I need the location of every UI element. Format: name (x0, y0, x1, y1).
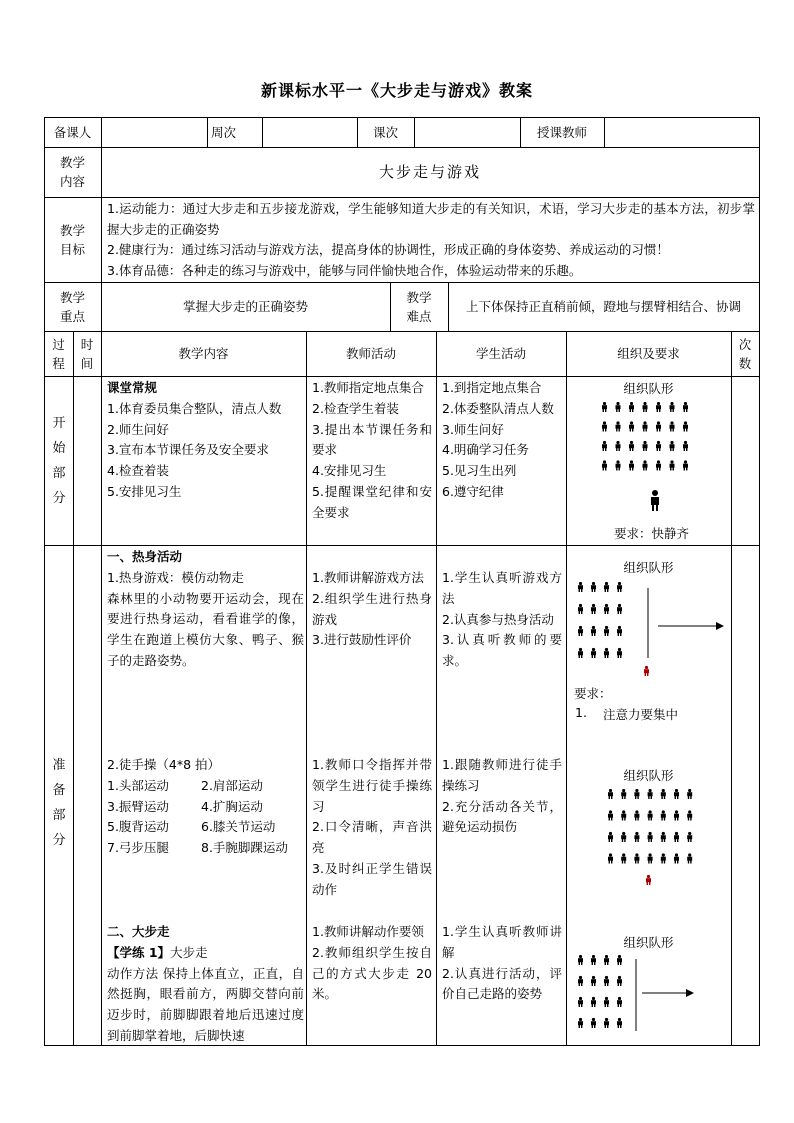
student-figure-icon (670, 441, 675, 451)
gymnastics-heading: 2.徒手操（4*8 拍） (107, 757, 221, 772)
warmup-formation (576, 582, 726, 685)
start-student-item: 1.到指定地点集合 (442, 380, 542, 395)
gymnastics-teacher-item: 1.教师口令指挥并带领学生进行徒手操练习 (312, 757, 432, 814)
student-figure-icon (656, 421, 661, 431)
gymnastics-teacher-item: 3.及时纠正学生错误动作 (312, 860, 432, 897)
student-figure-icon (602, 402, 607, 412)
student-figure-icon (634, 832, 639, 842)
student-figure-icon (591, 648, 596, 658)
student-figure-icon (578, 582, 583, 592)
student-figure-icon (608, 832, 613, 842)
start-content-item: 2.师生问好 (107, 421, 169, 437)
student-figure-icon (674, 832, 679, 842)
student-figure-icon (591, 955, 596, 965)
warmup-item: 1.热身游戏：模仿动物走 (107, 569, 244, 585)
col-teacher: 教师活动 (345, 346, 396, 361)
student-figure-icon (661, 832, 666, 842)
student-figure-icon (604, 976, 609, 986)
start-teacher-item: 3.提出本节课任务和要求 (312, 421, 432, 458)
warmup-teacher-item: 1.教师讲解游戏方法 (312, 570, 424, 585)
student-figure-icon (616, 402, 621, 412)
student-figure-icon (674, 810, 679, 820)
student-figure-icon (602, 460, 607, 470)
col-organization: 组织及要求 (617, 346, 680, 361)
student-figure-icon (687, 832, 692, 842)
start-teacher (312, 378, 432, 524)
formation-diagram (600, 402, 700, 476)
warmup-desc: 森林里的小动物要开运动会，现在要进行热身运动，看看谁学的像，学生在跑道上模仿大象、鸭子、猴子的走路姿势。 (107, 590, 304, 668)
student-figure-icon (648, 832, 653, 842)
prep-section-label: 准备部分 (52, 758, 66, 848)
student-figure-icon (616, 460, 621, 470)
gymnastics-row: 3.振臂运动 4.扩胸运动 (107, 798, 263, 814)
objective-item: 1.运动能力：通过大步走和五步接龙游戏，学生能够知道大步走的有关知识，术语，学习大步走的基本方法，初步掌握大步走的正确姿势 (107, 201, 755, 237)
student-figure-icon (578, 955, 583, 965)
student-figure-icon (661, 853, 666, 863)
gymnastics-formation (606, 789, 696, 892)
student-figure-icon (648, 853, 653, 863)
student-figure-icon (578, 626, 583, 636)
student-figure-icon (621, 810, 626, 820)
student-figure-icon (683, 441, 688, 451)
start-student (442, 378, 562, 503)
student-figure-icon (629, 421, 634, 431)
objectives-list (107, 199, 755, 281)
start-section-label: 开始部分 (52, 416, 66, 506)
student-figure-icon (604, 997, 609, 1007)
student-figure-icon (617, 1018, 622, 1028)
objectives-label: 教学目标 (59, 222, 85, 257)
content-value: 大步走与游戏 (378, 162, 481, 181)
student-figure-icon (634, 853, 639, 863)
student-figure-icon (670, 460, 675, 470)
gymnastics-student-item: 2.充分活动各关节，避免运动损伤 (442, 798, 562, 835)
gymnastics-teacher (312, 755, 432, 901)
student-figure-icon (608, 853, 613, 863)
student-figure-icon (617, 997, 622, 1007)
student-figure-icon (648, 789, 653, 799)
col-time: 时间 (80, 336, 94, 371)
student-figure-icon (621, 789, 626, 799)
student-figure-icon (617, 976, 622, 986)
student-figure-icon (656, 460, 661, 470)
student-figure-icon (591, 1018, 596, 1028)
start-student-item: 2.体委整队清点人数 (442, 400, 554, 416)
student-figure-icon (670, 421, 675, 431)
student-figure-icon (643, 402, 648, 412)
warmup-teacher-item: 2.组织学生进行热身游戏 (312, 590, 432, 627)
gymnastics-row: 1.头部运动 2.肩部运动 (107, 777, 263, 793)
student-figure-icon (643, 421, 648, 431)
student-figure-icon (646, 875, 651, 885)
start-content-item: 1.体育委员集合整队，清点人数 (107, 400, 282, 416)
student-figure-icon (683, 460, 688, 470)
student-figure-icon (616, 441, 621, 451)
start-content-title: 课堂常规 (107, 380, 158, 395)
key-points-value: 掌握大步走的正确姿势 (182, 299, 308, 314)
student-figure-icon (604, 626, 609, 636)
warmup-content (107, 547, 304, 672)
student-figure-icon (644, 666, 649, 676)
student-figure-icon (578, 976, 583, 986)
warmup-org-req-label: 要求： (574, 686, 612, 701)
stride-teacher-item: 2.教师组织学生按自己的方式大步走 20 米。 (312, 944, 432, 1002)
student-figure-icon (643, 441, 648, 451)
student-figure-icon (621, 853, 626, 863)
warmup-org-req-num: 1. (575, 705, 587, 720)
warmup-student-item: 3.认真听教师的要求。 (442, 632, 562, 669)
student-figure-icon (687, 853, 692, 863)
student-figure-icon (604, 604, 609, 614)
start-student-item: 4.明确学习任务 (442, 442, 529, 458)
prep-teacher-label: 备课人 (53, 124, 92, 140)
stride-teacher-item: 1.教师讲解动作要领 (312, 924, 424, 939)
stride-org-title: 组织队形 (623, 935, 674, 950)
warmup-teacher (312, 568, 432, 651)
student-figure-icon (674, 789, 679, 799)
gymnastics-row: 5.腹背运动 6.膝关节运动 (107, 819, 276, 835)
start-student-item: 6.遵守纪律 (442, 483, 504, 499)
start-content-item: 4.检查着装 (107, 463, 169, 479)
gymnastics-student-item: 1.跟随教师进行徒手操练习 (442, 757, 562, 793)
student-figure-icon (617, 604, 622, 614)
student-figure-icon (617, 626, 622, 636)
stride-practice: 【学练 1】大步走 (107, 944, 208, 960)
teacher-figure-icon (649, 490, 661, 515)
warmup-teacher-item: 3.进行鼓励性评价 (312, 632, 412, 648)
student-figure-icon (683, 402, 688, 412)
difficulty-label: 教学难点 (406, 289, 432, 324)
gymnastics-content (107, 755, 304, 859)
content-label: 教学内容 (59, 155, 85, 189)
instructor-label: 授课教师 (536, 124, 587, 140)
student-figure-icon (591, 604, 596, 614)
stride-student-item: 2.认真进行活动，评价自己走路的姿势 (442, 965, 562, 1002)
warmup-student-item: 2.认真参与热身活动 (442, 611, 554, 627)
student-figure-icon (616, 421, 621, 431)
student-figure-icon (604, 955, 609, 965)
student-figure-icon (656, 402, 661, 412)
student-figure-icon (604, 582, 609, 592)
stride-heading: 二、大步走 (107, 924, 170, 939)
gymnastics-org-title: 组织队形 (623, 768, 674, 783)
student-figure-icon (687, 789, 692, 799)
student-figure-icon (578, 648, 583, 658)
start-student-item: 5.见习生出列 (442, 463, 517, 479)
objective-item: 2.健康行为：通过练习活动与游戏方法，提高身体的协调性，形成正确的身体姿势、养成运动的习惯！ (107, 242, 669, 257)
student-figure-icon (602, 421, 607, 431)
gymnastics-row: 7.弓步压腿 8.手腕脚踝运动 (107, 840, 288, 856)
warmup-org-req-text: 注意力要集中 (603, 707, 679, 722)
student-figure-icon (591, 976, 596, 986)
gymnastics-teacher-item: 2.口令清晰，声音洪亮 (312, 819, 432, 856)
student-figure-icon (670, 402, 675, 412)
start-org-title: 组织队形 (623, 381, 674, 396)
student-figure-icon (604, 1018, 609, 1028)
start-teacher-item: 1.教师指定地点集合 (312, 380, 424, 395)
key-points-label: 教学重点 (59, 289, 85, 324)
start-teacher-item: 5.提醒课堂纪律和安全要求 (312, 483, 432, 520)
start-teacher-item: 2.检查学生着装 (312, 400, 399, 416)
start-student-item: 3.师生问好 (442, 421, 504, 437)
student-figure-icon (617, 648, 622, 658)
warmup-student-item: 1.学生认真听游戏方法 (442, 570, 562, 606)
start-content (107, 378, 304, 503)
student-figure-icon (629, 402, 634, 412)
student-figure-icon (578, 604, 583, 614)
student-figure-icon (578, 1018, 583, 1028)
student-figure-icon (604, 648, 609, 658)
stride-content (107, 922, 304, 1047)
student-figure-icon (591, 997, 596, 1007)
stride-desc: 动作方法 保持上体直立，正直，自然挺胸，眼看前方，两脚交替向前迈步时，前脚脚跟着地后迅速过度到前脚掌着地，后脚快速 (107, 965, 304, 1043)
student-figure-icon (661, 810, 666, 820)
col-process: 过程 (52, 336, 65, 371)
student-figure-icon (578, 997, 583, 1007)
difficulty-value: 上下体保持正直稍前倾，蹬地与摆臂相结合、协调 (465, 299, 741, 314)
student-figure-icon (602, 441, 607, 451)
student-figure-icon (591, 582, 596, 592)
page-title: 新课标水平一《大步走与游戏》教案 (260, 81, 533, 100)
student-figure-icon (683, 421, 688, 431)
student-figure-icon (674, 853, 679, 863)
col-content: 教学内容 (178, 346, 229, 361)
student-figure-icon (687, 810, 692, 820)
start-org-requirement: 要求：快静齐 (614, 526, 690, 541)
student-figure-icon (643, 460, 648, 470)
stride-teacher (312, 922, 432, 1005)
student-figure-icon (629, 460, 634, 470)
student-figure-icon (591, 626, 596, 636)
stride-formation (576, 955, 726, 1038)
stride-student-item: 1.学生认真听教师讲解 (442, 924, 562, 960)
student-figure-icon (617, 955, 622, 965)
objective-item: 3.体育品德：各种走的练习与游戏中，能够与同伴愉快地合作，体验运动带来的乐趣。 (107, 262, 582, 278)
student-figure-icon (634, 789, 639, 799)
warmup-student (442, 568, 562, 672)
student-figure-icon (608, 789, 613, 799)
start-teacher-item: 4.安排见习生 (312, 463, 387, 479)
student-figure-icon (629, 441, 634, 451)
warmup-heading: 一、热身活动 (107, 549, 183, 564)
start-content-item: 5.安排见习生 (107, 483, 182, 499)
student-figure-icon (661, 789, 666, 799)
col-student: 学生活动 (475, 346, 526, 361)
student-figure-icon (608, 810, 613, 820)
col-times: 次数 (738, 336, 752, 371)
student-figure-icon (634, 810, 639, 820)
week-label: 周次 (211, 124, 237, 140)
warmup-org-title: 组织队形 (623, 560, 674, 575)
lesson-label: 课次 (372, 124, 398, 140)
gymnastics-student (442, 755, 562, 838)
student-figure-icon (621, 832, 626, 842)
start-formation (600, 402, 700, 479)
start-content-item: 3.宣布本节课任务及安全要求 (107, 442, 269, 458)
student-figure-icon (648, 810, 653, 820)
student-figure-icon (617, 582, 622, 592)
student-figure-icon (656, 441, 661, 451)
stride-student (442, 922, 562, 1005)
